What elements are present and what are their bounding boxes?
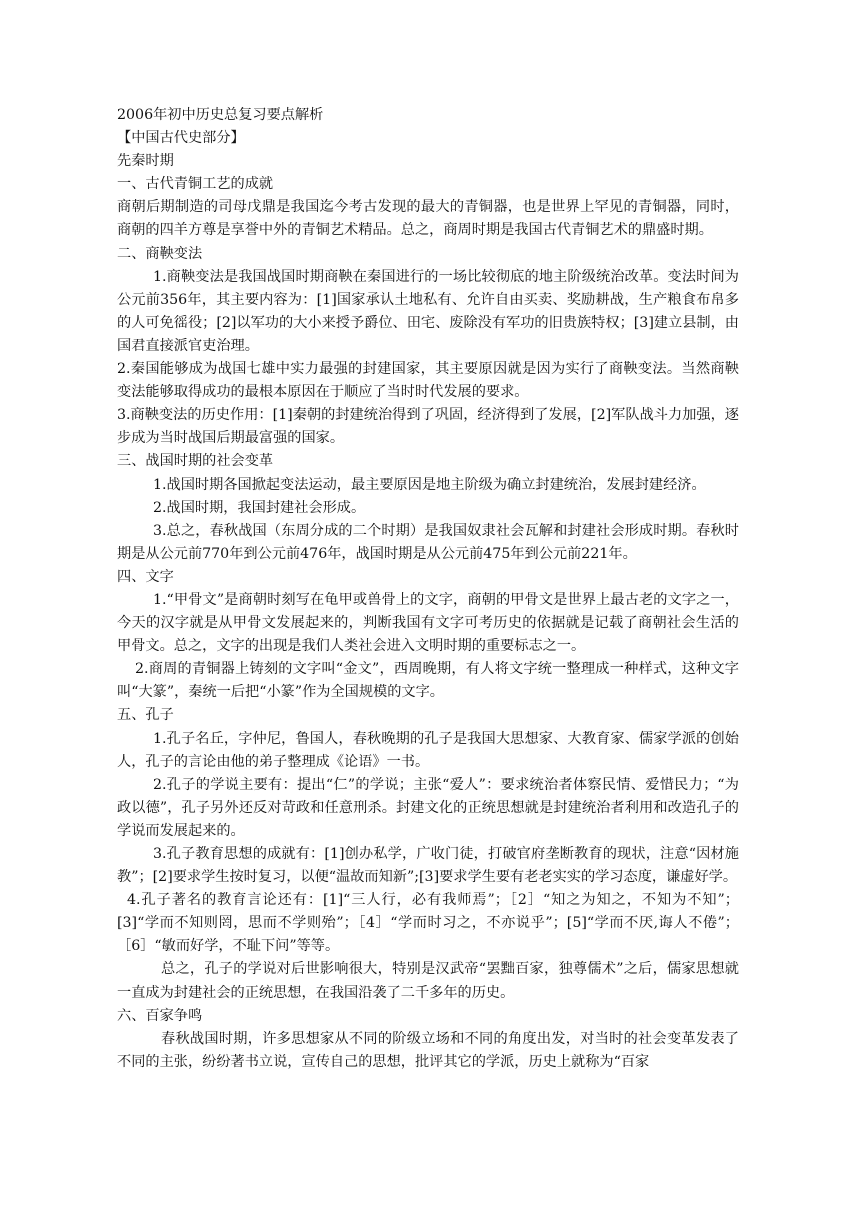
paragraph: 2.商周的青铜器上铸刻的文字叫“金文”，西周晚期，有人将文字统一整理成一种样式，这种文字叫“大篆”，秦统一后把“小篆”作为全国规模的文字。 xyxy=(117,661,739,701)
paragraph: 2.战国时期，我国封建社会形成。 xyxy=(153,499,366,516)
paragraph: 商朝后期制造的司母戊鼎是我国迄今考古发现的最大的青铜器，也是世界上罕见的青铜器，同时，商朝的四羊方尊是享誉中外的青铜艺术精品。总之，商周时期是我国古代青铜艺术的鼎盛时期。 xyxy=(117,199,739,239)
paragraph: 3.总之，春秋战国（东周分成的二个时期）是我国奴隶社会瓦解和封建社会形成时期。春秋时期是从公元前770年到公元前476年，战国时期是从公元前475年到公元前221年。 xyxy=(117,522,739,562)
document-body xyxy=(117,104,739,1074)
paragraph: 4.孔子著名的教育言论还有：[1]“三人行，必有我师焉”；［2］“知之为知之，不知为不知”；[3]“学而不知则罔，思而不学则殆”；［4］“学而时习之，不亦说乎”；[5]“学而不厌,诲人不倦”；［6］“敏而好学，不耻下问”等等。 xyxy=(117,892,739,955)
section-heading: 三、战国时期的社会变革 xyxy=(117,453,274,470)
section-heading: 二、商鞅变法 xyxy=(117,245,203,262)
part-heading: 【中国古代史部分】 xyxy=(117,130,245,147)
paragraph: 3.孔子教育思想的成就有：[1]创办私学，广收门徒，打破官府垄断教育的现状，注意“因材施教”；[2]要求学生按时复习，以便“温故而知新”;[3]要求学生要有老老实实的学习态度，谦虚好学。 xyxy=(117,846,739,886)
paragraph: 3.商鞅变法的历史作用：[1]秦朝的封建统治得到了巩固，经济得到了发展，[2]军队战斗力加强，逐步成为当时战国后期最富强的国家。 xyxy=(117,407,739,447)
paragraph: 总之，孔子的学说对后世影响很大，特别是汉武帝“罢黜百家，独尊儒术”之后，儒家思想就一直成为封建社会的正统思想，在我国沿袭了二千多年的历史。 xyxy=(117,961,739,1001)
section-heading: 五、孔子 xyxy=(117,707,174,724)
paragraph: 1.孔子名丘，字仲尼，鲁国人，春秋晚期的孔子是我国大思想家、大教育家、儒家学派的创始人，孔子的言论由他的弟子整理成《论语》一书。 xyxy=(117,730,739,770)
paragraph: 春秋战国时期，许多思想家从不同的阶级立场和不同的角度出发，对当时的社会变革发表了不同的主张，纷纷著书立说，宣传自己的思想，批评其它的学派，历史上就称为“百家 xyxy=(117,1030,739,1070)
paragraph: 1.战国时期各国掀起变法运动，最主要原因是地主阶级为确立封建统治，发展封建经济。 xyxy=(153,476,706,493)
section-heading: 六、百家争鸣 xyxy=(117,1007,203,1024)
paragraph: 1.“甲骨文”是商朝时刻写在龟甲或兽骨上的文字，商朝的甲骨文是世界上最古老的文字之一，今天的汉字就是从甲骨文发展起来的，判断我国有文字可考历史的依据就是记载了商朝社会生活的甲骨文。总之，文字的出现是我们人类社会进入文明时期的重要标志之一。 xyxy=(117,591,739,655)
document-title: 2006年初中历史总复习要点解析 xyxy=(117,107,324,123)
section-heading: 一、古代青铜工艺的成就 xyxy=(117,176,274,193)
section-heading: 四、文字 xyxy=(117,568,174,585)
paragraph: 2.秦国能够成为战国七雄中实力最强的封建国家，其主要原因就是因为实行了商鞅变法。当然商鞅变法能够取得成功的最根本原因在于顺应了当时时代发展的要求。 xyxy=(117,361,739,401)
period-heading: 先秦时期 xyxy=(117,153,174,170)
paragraph: 2.孔子的学说主要有：提出“仁”的学说；主张“爱人”：要求统治者体察民情、爱惜民力；“为政以德”，孔子另外还反对苛政和任意刑杀。封建文化的正统思想就是封建统治者利用和改造孔子的学说而发展起来的。 xyxy=(117,776,739,839)
paragraph: 1.商鞅变法是我国战国时期商鞅在秦国进行的一场比较彻底的地主阶级统治改革。变法时间为公元前356年，其主要内容为：[1]国家承认土地私有、允许自由买卖、奖励耕战，生产粮食布帛多的人可免徭役；[2]以军功的大小来授予爵位、田宅、废除没有军功的旧贵族特权；[3]建立县制，由国君直接派官吏治理。 xyxy=(117,268,739,354)
